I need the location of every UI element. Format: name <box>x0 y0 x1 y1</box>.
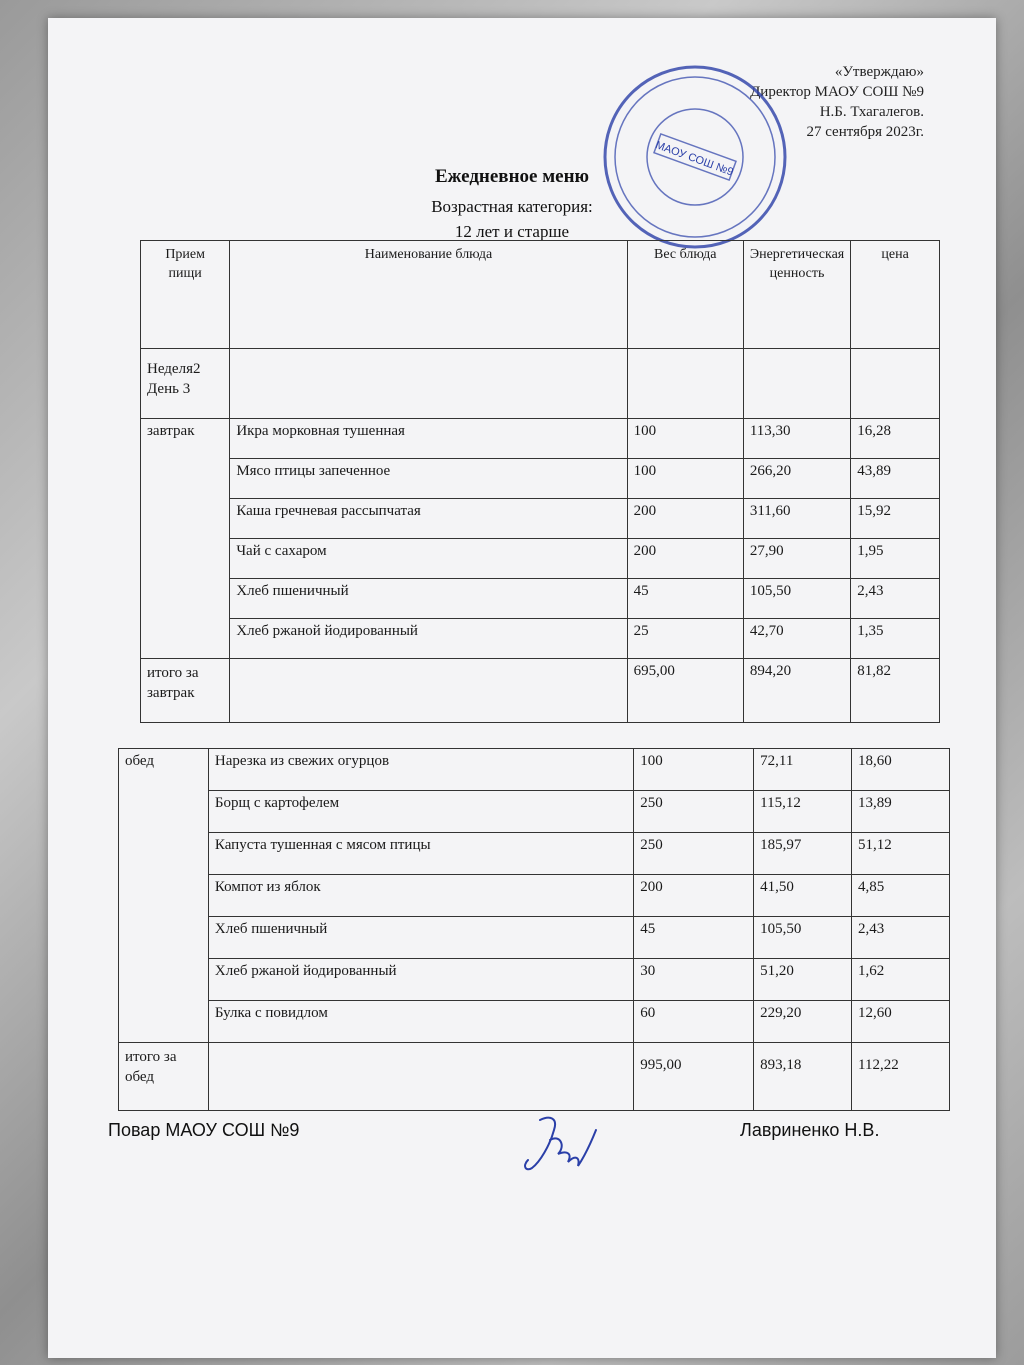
cook-label: Повар МАОУ СОШ №9 <box>108 1120 300 1140</box>
dish-name: Хлеб ржаной йодированный <box>208 959 633 1001</box>
cook-name: Лавриненко Н.В. <box>740 1120 880 1140</box>
dish-energy: 185,97 <box>754 833 852 875</box>
dish-price: 43,89 <box>851 459 940 499</box>
stamp-text: МАОУ СОШ №9 <box>653 139 735 179</box>
table-row <box>141 579 940 619</box>
dish-name: Нарезка из свежих огурцов <box>208 749 633 791</box>
dish-price: 51,12 <box>852 833 950 875</box>
dish-price: 2,43 <box>852 917 950 959</box>
table-row <box>119 749 950 791</box>
total-label: итого за завтрак <box>141 659 230 723</box>
dish-weight: 30 <box>634 959 754 1001</box>
dish-weight: 45 <box>634 917 754 959</box>
dish-energy: 266,20 <box>743 459 850 499</box>
dish-price: 2,43 <box>851 579 940 619</box>
dish-name: Борщ с картофелем <box>208 791 633 833</box>
total-row <box>141 659 940 723</box>
table-row <box>119 917 950 959</box>
table-row <box>141 459 940 499</box>
dish-weight: 200 <box>627 539 743 579</box>
dish-price: 1,35 <box>851 619 940 659</box>
header-energy: Энергетическая ценность <box>743 241 850 349</box>
total-row <box>119 1043 950 1111</box>
signature <box>510 1110 610 1180</box>
dish-energy: 42,70 <box>743 619 850 659</box>
dish-energy: 72,11 <box>754 749 852 791</box>
dish-name: Чай с сахаром <box>230 539 627 579</box>
approval-line: Директор МАОУ СОШ №9 <box>750 84 924 100</box>
header-meal: Прием пищи <box>141 241 230 349</box>
dish-weight: 100 <box>634 749 754 791</box>
dish-energy: 105,50 <box>754 917 852 959</box>
table-row <box>141 419 940 459</box>
total-price: 81,82 <box>851 659 940 723</box>
lunch-table <box>118 748 950 1111</box>
week-day: Неделя2 День 3 <box>141 349 230 419</box>
meal-breakfast: завтрак <box>141 419 230 659</box>
table-row <box>119 791 950 833</box>
dish-name: Хлеб ржаной йодированный <box>230 619 627 659</box>
dish-name: Каша гречневая рассыпчатая <box>230 499 627 539</box>
table-row <box>141 619 940 659</box>
dish-name: Мясо птицы запеченное <box>230 459 627 499</box>
table-row <box>119 1001 950 1043</box>
dish-energy: 113,30 <box>743 419 850 459</box>
approval-line: 27 сентября 2023г. <box>806 124 924 140</box>
dish-price: 12,60 <box>852 1001 950 1043</box>
age-value: 12 лет и старше <box>454 222 570 241</box>
dish-weight: 45 <box>627 579 743 619</box>
dish-energy: 115,12 <box>754 791 852 833</box>
total-label: итого за обед <box>119 1043 209 1111</box>
dish-name: Капуста тушенная с мясом птицы <box>208 833 633 875</box>
dish-price: 1,62 <box>852 959 950 1001</box>
age-label: Возрастная категория: <box>431 197 593 216</box>
dish-price: 15,92 <box>851 499 940 539</box>
dish-energy: 41,50 <box>754 875 852 917</box>
dish-energy: 229,20 <box>754 1001 852 1043</box>
table-header-row <box>141 241 940 349</box>
table-row <box>119 875 950 917</box>
dish-price: 13,89 <box>852 791 950 833</box>
dish-name: Компот из яблок <box>208 875 633 917</box>
dish-energy: 27,90 <box>743 539 850 579</box>
dish-weight: 200 <box>627 499 743 539</box>
dish-price: 1,95 <box>851 539 940 579</box>
page-title: Ежедневное меню <box>434 166 590 187</box>
dish-name: Хлеб пшеничный <box>208 917 633 959</box>
total-energy: 893,18 <box>754 1043 852 1111</box>
table-row <box>119 959 950 1001</box>
dish-weight: 250 <box>634 791 754 833</box>
total-energy: 894,20 <box>743 659 850 723</box>
total-price: 112,22 <box>852 1043 950 1111</box>
dish-weight: 100 <box>627 419 743 459</box>
dish-name: Хлеб пшеничный <box>230 579 627 619</box>
breakfast-table <box>140 240 940 723</box>
table-row <box>141 539 940 579</box>
table-row <box>119 833 950 875</box>
dish-name: Икра морковная тушенная <box>230 419 627 459</box>
header-price: цена <box>851 241 940 349</box>
dish-energy: 311,60 <box>743 499 850 539</box>
header-weight: Вес блюда <box>627 241 743 349</box>
dish-weight: 100 <box>627 459 743 499</box>
header-dish: Наименование блюда <box>230 241 627 349</box>
dish-weight: 250 <box>634 833 754 875</box>
dish-price: 4,85 <box>852 875 950 917</box>
total-weight: 995,00 <box>634 1043 754 1111</box>
dish-price: 18,60 <box>852 749 950 791</box>
dish-energy: 105,50 <box>743 579 850 619</box>
meal-lunch: обед <box>119 749 209 1043</box>
week-day-row <box>141 349 940 419</box>
dish-weight: 25 <box>627 619 743 659</box>
dish-price: 16,28 <box>851 419 940 459</box>
table-row <box>141 499 940 539</box>
approval-line: Н.Б. Тхагалегов. <box>819 104 924 120</box>
dish-weight: 60 <box>634 1001 754 1043</box>
dish-name: Булка с повидлом <box>208 1001 633 1043</box>
approval-line: «Утверждаю» <box>834 64 924 80</box>
dish-energy: 51,20 <box>754 959 852 1001</box>
dish-weight: 200 <box>634 875 754 917</box>
total-weight: 695,00 <box>627 659 743 723</box>
